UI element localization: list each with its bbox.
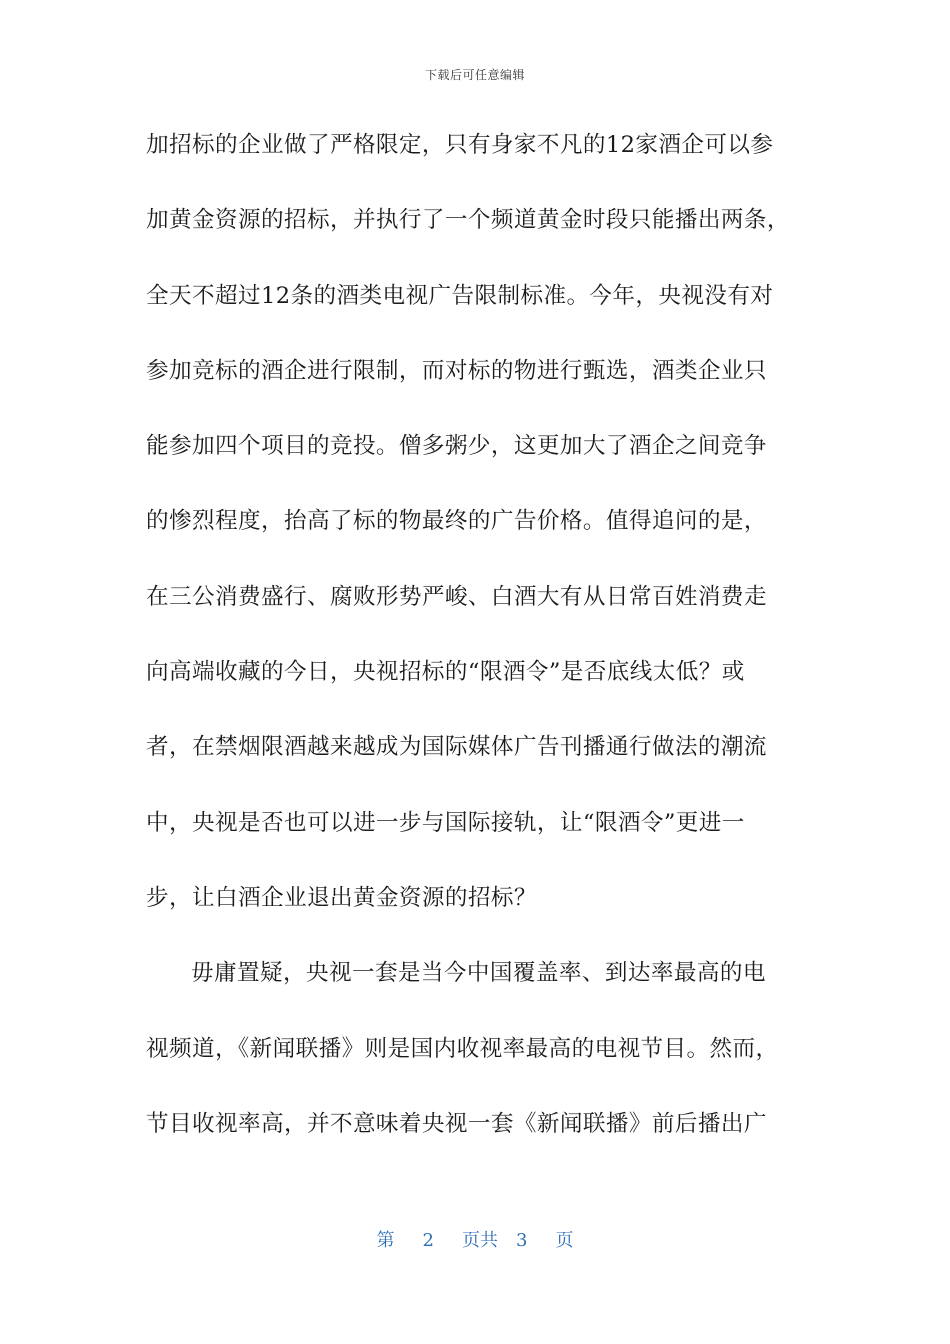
text-line: 能参加四个项目的竞投。僧多粥少，这更加大了酒企之间竞争 [146,433,767,460]
text-line: 的惨烈程度，抬高了标的物最终的广告价格。值得追问的是， [146,508,767,535]
footer-middle: 页共 [462,1230,498,1251]
footer-prefix: 第 [376,1230,395,1251]
body-text [146,120,806,1174]
footer-current-page: 2 [422,1230,434,1251]
text-line: 加黄金资源的招标，并执行了一个频道黄金时段只能播出两条， [146,207,790,234]
text-line: 参加竞标的酒企进行限制，而对标的物进行甄选，酒类企业只 [146,357,767,384]
header-note: 下载后可任意编辑 [424,68,525,82]
text-line: 视频道，《新闻联播》则是国内收视率最高的电视节目。然而， [146,1035,779,1062]
footer-suffix: 页 [555,1230,574,1251]
text-line: 向高端收藏的今日，央视招标的“限酒令”是否底线太低？或 [146,659,745,686]
text-line: 步，让白酒企业退出黄金资源的招标？ [146,884,537,911]
text-line: 节目收视率高，并不意味着央视一套《新闻联播》前后播出广 [146,1110,767,1137]
text-line: 者，在禁烟限酒越来越成为国际媒体广告刊播通行做法的潮流 [146,734,767,761]
text-line: 中，央视是否也可以进一步与国际接轨，让“限酒令”更进一 [146,809,745,836]
paragraph-start-line: 毋庸置疑，央视一套是当今中国覆盖率、到达率最高的电 [191,960,766,987]
page-footer [0,1226,950,1252]
text-line: 全天不超过12条的酒类电视广告限制标准。今年，央视没有对 [146,282,774,309]
text-line: 在三公消费盛行、腐败形势严峻、白酒大有从日常百姓消费走 [146,583,767,610]
text-line: 加招标的企业做了严格限定，只有身家不凡的12家酒企可以参 [146,132,774,158]
footer-total-pages: 3 [516,1230,528,1251]
